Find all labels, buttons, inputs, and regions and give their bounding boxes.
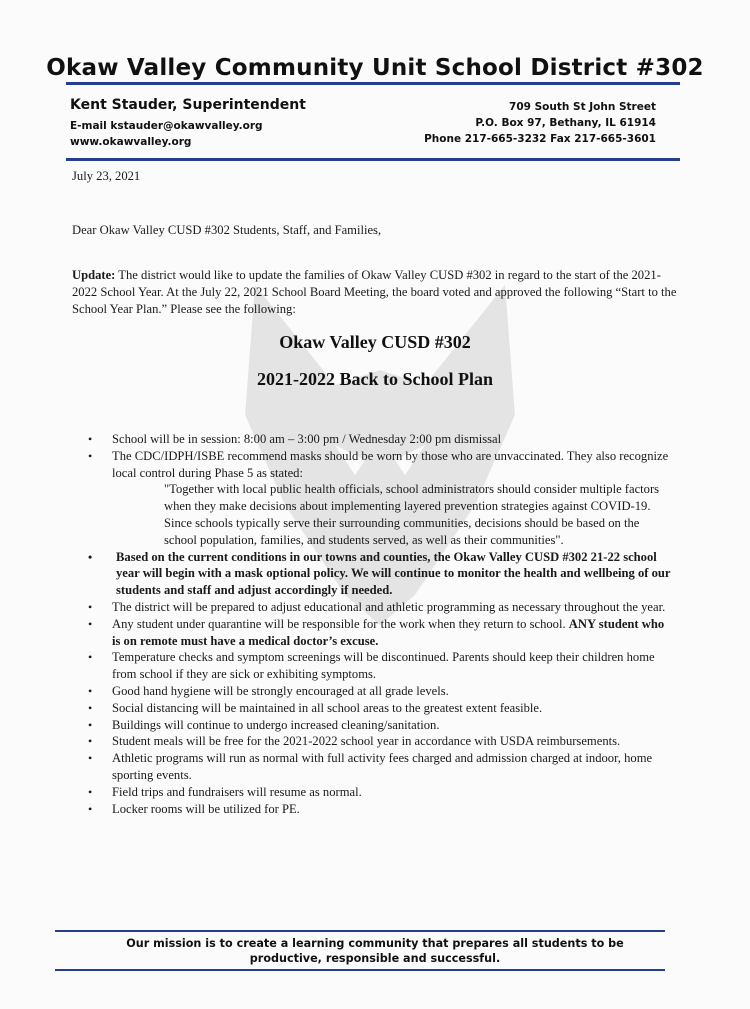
bullet-icon: • bbox=[88, 801, 93, 816]
letter-date: July 23, 2021 bbox=[72, 169, 141, 183]
bullet-icon: • bbox=[88, 448, 93, 463]
list-item: • Good hand hygiene will be strongly encouraged at all grade levels. bbox=[88, 683, 449, 698]
list-item: • Field trips and fundraisers will resume as normal. bbox=[88, 784, 362, 799]
bullet-icon: • bbox=[88, 700, 93, 715]
header-rule-bottom bbox=[66, 158, 680, 161]
website-line: www.okawvalley.org bbox=[70, 136, 192, 148]
mission-line-2: productive, responsible and successful. bbox=[249, 952, 501, 965]
bullet-icon: • bbox=[88, 616, 93, 631]
list-item: • The CDC/IDPH/ISBE recommend masks should be worn by those who are unvaccinated. They also recognize local control during Phase 5 as stated: "Together with local public health officials, school administrators should consider multiple factors when they make decisions about implementing layered prevention strategies against COVID-19. Since schools typically serve their surrounding communities, decisions should be based on the school population, families, and students served, as well as their communities". bbox=[84, 448, 674, 549]
bullet-icon: • bbox=[88, 549, 93, 564]
bullet-icon: • bbox=[88, 784, 93, 799]
salutation: Dear Okaw Valley CUSD #302 Students, Staff, and Families, bbox=[72, 223, 382, 237]
remote-excuse-note: ANY student who is on remote must have a medical doctor’s excuse. bbox=[112, 616, 665, 648]
bullet-icon: • bbox=[88, 432, 93, 446]
superintendent-name: Kent Stauder, Superintendent bbox=[70, 97, 306, 113]
mission-line-1: Our mission is to create a learning community that prepares all students to be bbox=[126, 937, 624, 950]
plan-heading: Okaw Valley CUSD #302 bbox=[279, 332, 471, 352]
list-item: • Locker rooms will be utilized for PE. bbox=[88, 801, 300, 816]
plan-subheading: 2021-2022 Back to School Plan bbox=[256, 369, 493, 389]
list-item-quarantine: • Any student under quarantine will be responsible for the work when they return to school. ANY student who is on remote must have a medical doctor’s excuse. bbox=[88, 616, 665, 648]
phone-fax: Phone 217-665-3232 Fax 217-665-3601 bbox=[424, 133, 656, 145]
street-address: 709 South St John Street bbox=[509, 101, 656, 113]
phase5-quote: "Together with local public health officials, school administrators should consider multiple factors when they make decisions about implementing layered prevention strategies against COVID-19. Since schools typically serve their surrounding communities, decisions should be based on the school population, families, and students served, as well as their communities". bbox=[164, 482, 660, 547]
bullet-icon: • bbox=[88, 751, 93, 766]
po-box: P.O. Box 97, Bethany, IL 61914 bbox=[475, 117, 656, 129]
list-item: • Temperature checks and symptom screenings will be discontinued. Parents should keep their children home from school if they are sick or exhibiting symptoms. bbox=[88, 650, 655, 682]
bullet-icon: • bbox=[88, 650, 93, 665]
list-item: • School will be in session: 8:00 am – 3:00 pm / Wednesday 2:00 pm dismissal bbox=[88, 432, 502, 446]
email-line: E-mail kstauder@okawvalley.org bbox=[70, 120, 263, 132]
mission-statement bbox=[55, 936, 695, 966]
update-text: The district would like to update the families of Okaw Valley CUSD #302 in regard to the start of the 2021-2022 School Year. At the July 22, 2021 School Board Meeting, the board voted and approved the following “Start to the School Year Plan.” Please see the following: bbox=[72, 268, 677, 316]
bullet-icon: • bbox=[88, 734, 93, 749]
footer-rule-top bbox=[55, 930, 665, 932]
letterhead-right bbox=[424, 99, 656, 147]
letterhead-left bbox=[70, 97, 306, 150]
bullet-icon: • bbox=[88, 683, 93, 698]
bullet-icon: • bbox=[88, 599, 93, 614]
list-item: • Student meals will be free for the 2021-2022 school year in accordance with USDA reimbursements. bbox=[88, 734, 621, 749]
update-paragraph bbox=[72, 267, 682, 318]
footer-rule-bottom bbox=[55, 969, 665, 971]
update-label: Update: bbox=[72, 268, 116, 282]
header-rule-top bbox=[66, 82, 680, 85]
bullet-icon: • bbox=[88, 717, 93, 732]
list-item: • Social distancing will be maintained in all school areas to the greatest extent feasible. bbox=[88, 700, 543, 715]
list-item: • Buildings will continue to undergo increased cleaning/sanitation. bbox=[88, 717, 440, 732]
plan-list bbox=[84, 431, 674, 817]
district-title: Okaw Valley Community Unit School District #302 bbox=[46, 55, 704, 81]
list-item: • Athletic programs will run as normal with full activity fees charged and admission charged at indoor, home sporting events. bbox=[88, 751, 653, 782]
list-item: • The district will be prepared to adjust educational and athletic programming as necessary throughout the year. bbox=[88, 599, 666, 614]
list-item-mask-policy: • Based on the current conditions in our towns and counties, the Okaw Valley CUSD #302 21-22 school year will begin with a mask optional policy. We will continue to monitor the health and wellbeing of our students and staff and adjust accordingly if needed. bbox=[88, 549, 671, 598]
